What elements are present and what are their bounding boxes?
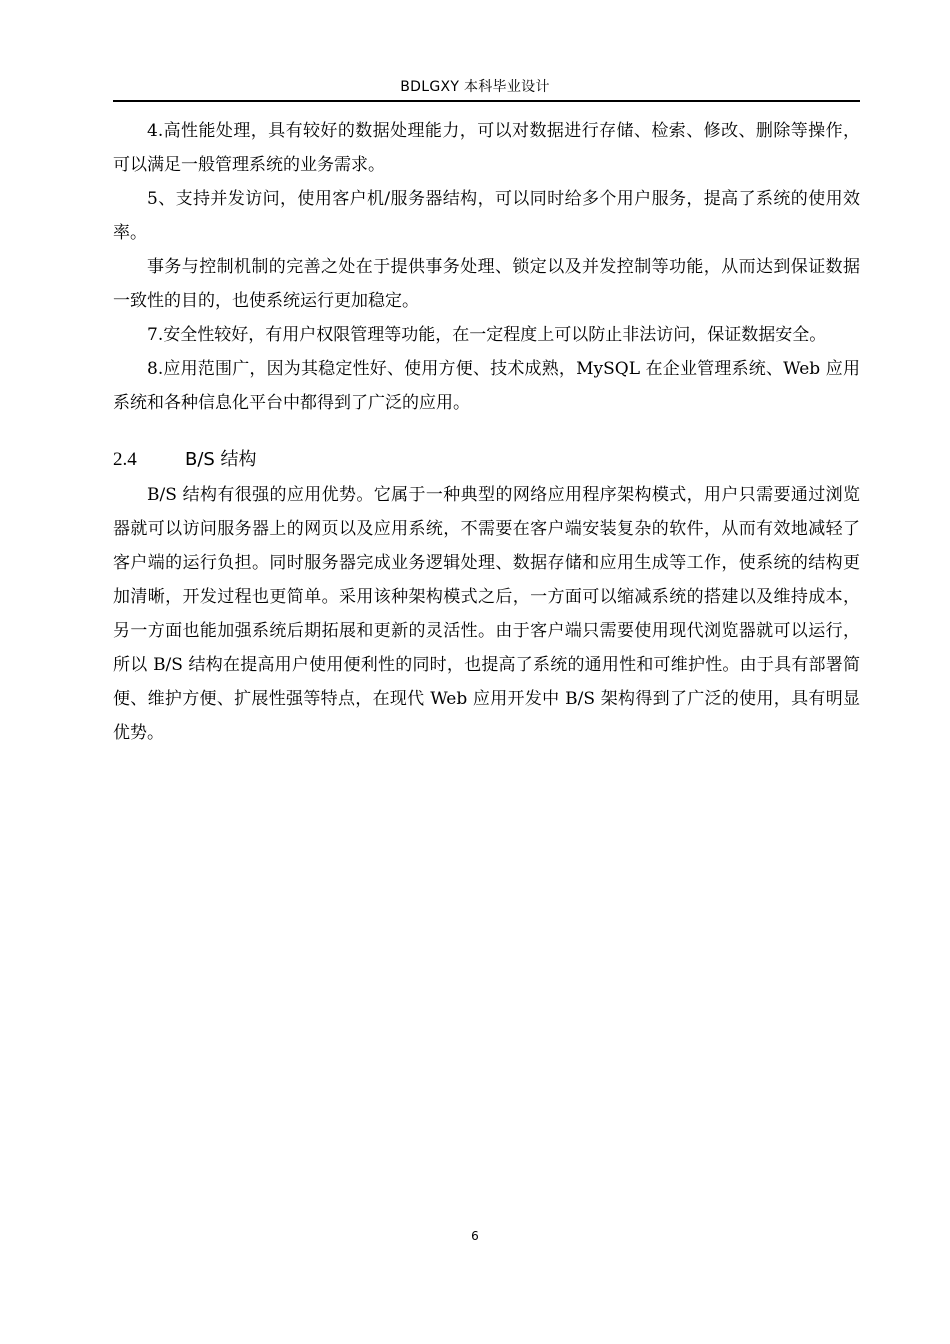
- paragraph-concurrent-access: 5、支持并发访问，使用客户机/服务器结构，可以同时给多个用户服务，提高了系统的使用效率。: [113, 189, 860, 243]
- paragraph-bs-structure: B/S 结构有很强的应用优势。它属于一种典型的网络应用程序架构模式，用户只需要通过浏览器就可以访问服务器上的网页以及应用系统，不需要在客户端安装复杂的软件，从而有效地减轻了客户端的运行负担。同时服务器完成业务逻辑处理、数据存储和应用生成等工作，使系统的结构更加清晰，开发过程也更简单。采用该种架构模式之后，一方面可以缩减系统的搭建以及维持成本，另一方面也能加强系统后期拓展和更新的灵活性。由于客户端只需要使用现代浏览器就可以运行，所以 B/S 结构在提高用户使用便利性的同时，也提高了系统的通用性和可维护性。由于具有部署简便、维护方便、扩展性强等特点，在现代 Web 应用开发中 B/S 架构得到了广泛的使用，具有明显优势。: [113, 485, 860, 743]
- section-title: B/S 结构: [185, 449, 257, 470]
- section-number: 2.4: [113, 449, 137, 470]
- paragraph-application-range: 8.应用范围广，因为其稳定性好、使用方便、技术成熟，MySQL 在企业管理系统、Web 应用系统和各种信息化平台中都得到了广泛的应用。: [113, 359, 860, 413]
- page-number: 6: [471, 1229, 479, 1243]
- document-body: [113, 114, 860, 750]
- page-header: BDLGXY 本科毕业设计: [400, 79, 550, 95]
- paragraph-security: 7.安全性较好，有用户权限管理等功能，在一定程度上可以防止非法访问，保证数据安全。: [147, 325, 827, 345]
- section-heading: [113, 442, 860, 478]
- paragraph-high-performance: 4.高性能处理，具有较好的数据处理能力，可以对数据进行存储、检索、修改、删除等操作，可以满足一般管理系统的业务需求。: [113, 121, 860, 175]
- header-rule: [113, 100, 860, 102]
- paragraph-transaction-control: 事务与控制机制的完善之处在于提供事务处理、锁定以及并发控制等功能，从而达到保证数据一致性的目的，也使系统运行更加稳定。: [113, 257, 860, 311]
